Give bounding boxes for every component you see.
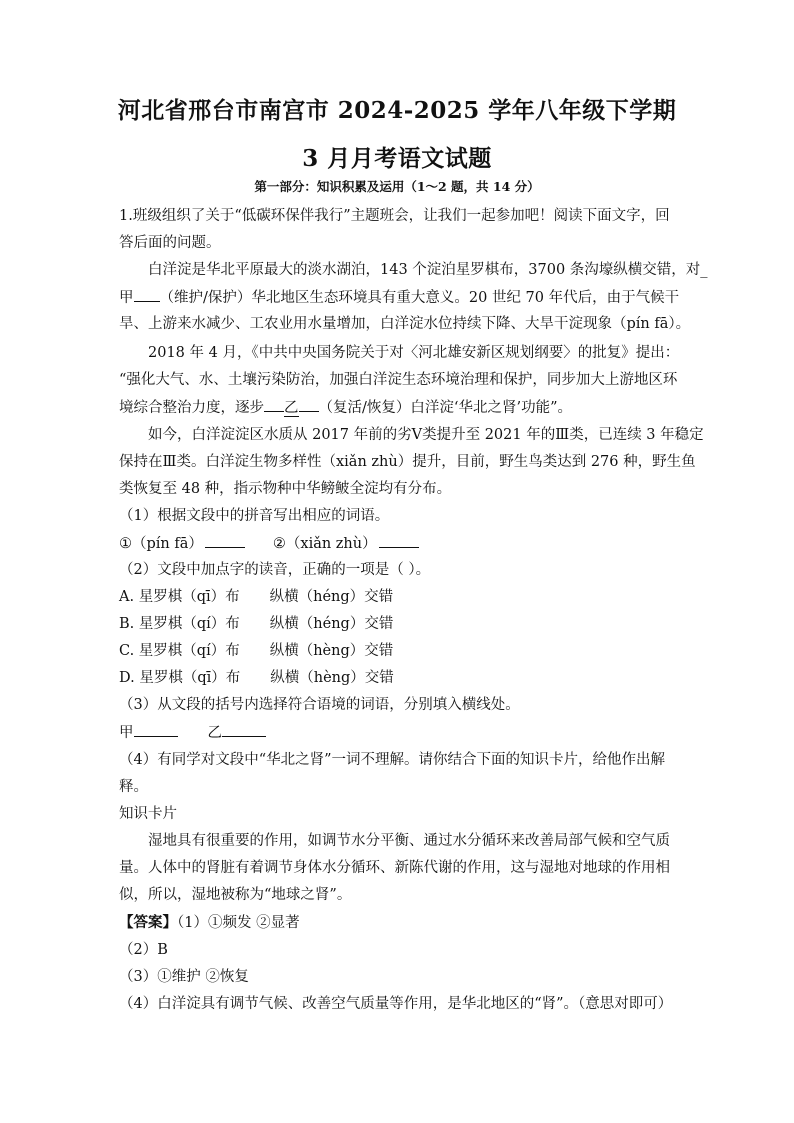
subquestion-1-blanks	[119, 533, 419, 554]
passage-text: （维护/保护）华北地区生态环境具有重大意义。20 世纪 70 年代后，由于气候干	[159, 290, 680, 306]
blank-label-jia: 甲	[119, 290, 134, 306]
passage-p3-line: 如今，白洋淀淀区水质从 2017 年前的劣Ⅴ类提升至 2021 年的Ⅲ类，已连续 3 年稳定	[148, 427, 704, 443]
knowledge-card-line: 湿地具有很重要的作用，如调节水分平衡、通过水分循环来改善局部气候和空气质	[148, 833, 670, 849]
document-title: 河北省邢台市南宫市 2024-2025 学年八年级下学期	[117, 97, 677, 124]
passage-p2-line	[119, 397, 572, 418]
document-subtitle: 3 月月考语文试题	[302, 145, 492, 172]
option-a	[119, 587, 393, 607]
subquestion-2: （2）文段中加点字的读音，正确的一项是（ ）。	[119, 562, 431, 578]
option-d-left: D. 星罗棋（qī）布	[119, 670, 241, 686]
passage-p2-line: “强化大气、水、土壤污染防治，加强白洋淀生态环境治理和保护，同步加大上游地区环	[119, 372, 678, 388]
answer-line-2: （2）B	[119, 942, 168, 958]
blank-label-yi: 乙	[207, 725, 222, 741]
fill-blank	[222, 722, 266, 737]
fill-blank	[264, 397, 284, 412]
passage-p3-line: 保持在Ⅲ类。白洋淀生物多样性（xiǎn zhù）提升，目前，野生鸟类达到 276 种，野生鱼	[119, 454, 696, 470]
subquestion-3: （3）从文段的括号内选择符合语境的词语，分别填入横线处。	[119, 697, 520, 713]
passage-p1-line: 旱、上游来水减少、工农业用水量增加，白洋淀水位持续下降、大旱干淀现象（pín fā）。	[119, 316, 691, 332]
answer-label: 【答案】	[119, 914, 177, 931]
question-prompt-cont: 答后面的问题。	[119, 235, 221, 251]
passage-text: （复活/恢复）白洋淀‘华北之肾’功能”。	[318, 400, 573, 416]
passage-p2-line: 2018 年 4 月，《中共中央国务院关于对〈河北雄安新区规划纲要〉的批复》提出：	[148, 345, 680, 361]
option-c	[119, 641, 393, 661]
option-c-left: C. 星罗棋（qí）布	[119, 643, 240, 659]
subquestion-1: （1）根据文段中的拼音写出相应的词语。	[119, 508, 390, 524]
answer-line-4: （4）白洋淀具有调节气候、改善空气质量等作用，是华北地区的“肾”。（意思对即可）	[119, 996, 673, 1012]
blank-label-yi: 乙	[284, 400, 299, 416]
passage-text: 境综合整治力度，逐步	[119, 400, 264, 416]
subquestion-4-cont: 释。	[119, 779, 148, 795]
subquestion-4: （4）有同学对文段中“华北之肾”一词不理解。请你结合下面的知识卡片，给他作出解	[119, 752, 666, 768]
answer-line-1	[119, 913, 300, 933]
fill-blank	[134, 722, 178, 737]
option-b	[119, 614, 393, 634]
option-a-right: 纵横（héng）交错	[269, 589, 394, 605]
passage-p1-line	[119, 287, 679, 308]
option-a-left: A. 星罗棋（qī）布	[119, 589, 240, 605]
knowledge-card-line: 似，所以，湿地被称为“地球之肾”。	[119, 887, 352, 903]
answer-line-3: （3）①维护 ②恢复	[119, 969, 249, 985]
knowledge-card-title: 知识卡片	[119, 806, 177, 822]
fill-blank	[205, 533, 245, 548]
fill-blank	[379, 533, 419, 548]
option-b-left: B. 星罗棋（qí）布	[119, 616, 240, 632]
answer-text: （1）①频发 ②显著	[177, 915, 300, 931]
option-b-right: 纵横（héng）交错	[269, 616, 394, 632]
blank-label-jia: 甲	[119, 725, 134, 741]
subquestion-3-blanks	[119, 722, 266, 743]
question-prompt: 1.班级组织了关于“低碳环保伴我行”主题班会，让我们一起参加吧！阅读下面文字，回	[119, 208, 670, 224]
pinyin-a: ①（pín fā）	[119, 536, 203, 552]
option-d	[119, 668, 394, 688]
section-heading: 第一部分：知识积累及运用（1～2 题，共 14 分）	[254, 179, 540, 194]
fill-blank	[299, 397, 319, 412]
option-d-right: 纵横（hèng）交错	[270, 670, 394, 686]
passage-p3-line: 类恢复至 48 种，指示物种中华鳑鲏全淀均有分布。	[119, 481, 452, 497]
passage-p1-line: 白洋淀是华北平原最大的淡水湖泊，143 个淀泊星罗棋布，3700 条沟壕纵横交错，对_	[148, 262, 708, 278]
fill-blank	[134, 287, 160, 302]
knowledge-card-line: 量。人体中的肾脏有着调节身体水分循环、新陈代谢的作用，这与湿地对地球的作用相	[119, 860, 670, 876]
pinyin-b: ②（xiǎn zhù）	[272, 536, 377, 552]
option-c-right: 纵横（hèng）交错	[269, 643, 394, 659]
